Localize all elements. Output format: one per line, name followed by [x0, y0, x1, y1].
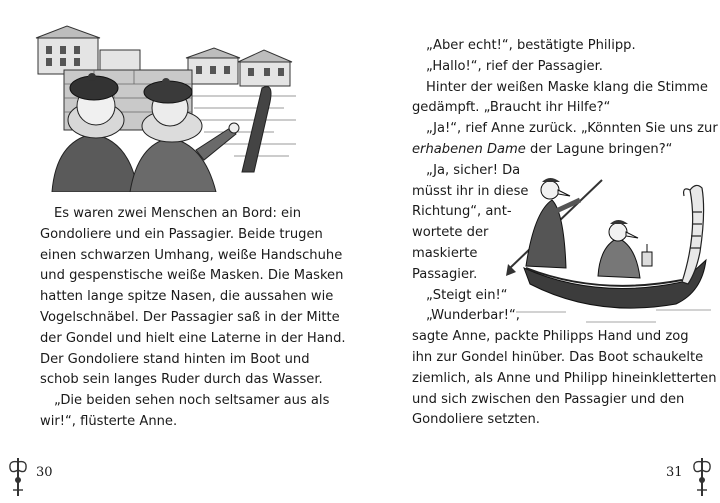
text-line: Vogelschnäbel. Der Passagier saß in der Mitte — [40, 309, 340, 325]
text-line: „Hallo!“, rief der Passagier. — [426, 58, 603, 74]
decorative-ornament-icon — [691, 454, 713, 498]
decorative-ornament-icon — [7, 454, 29, 498]
children-in-venice-illustration — [34, 22, 296, 192]
text-line: „Ja, sicher! Da — [426, 162, 521, 178]
text-line: Gondoliere und ein Passagier. Beide trugen — [40, 226, 323, 242]
text-line: „Die beiden sehen noch seltsamer aus als — [54, 393, 330, 409]
text-line: Gondoliere setzten. — [412, 412, 540, 428]
text-line: maskierte — [412, 245, 478, 261]
left-page-text — [40, 204, 346, 433]
text-line: ziemlich, als Anne und Philipp hineinkletterten — [412, 370, 717, 386]
text-line: der Gondel und hielt eine Laterne in der Hand. — [40, 330, 346, 346]
page-number: 31 — [666, 465, 683, 480]
text-line — [412, 140, 718, 161]
text-line: gedämpft. „Braucht ihr Hilfe?“ — [412, 100, 611, 116]
text-line: Richtung“, ant- — [412, 204, 512, 220]
text-line: schob sein langes Ruder durch das Wasser. — [40, 372, 323, 388]
text-line: Passagier. — [412, 266, 478, 282]
text-line: müsst ihr in diese — [412, 183, 529, 199]
text-line: einen schwarzen Umhang, weiße Handschuhe — [40, 247, 343, 263]
text-line: „Steigt ein!“ — [426, 287, 508, 303]
text-line: „Aber echt!“, bestätigte Philipp. — [426, 38, 636, 53]
text-line: „Ja!“, rief Anne zurück. „Könnten Sie uns zur — [426, 121, 718, 137]
text-line: sagte Anne, packte Philipps Hand und zog — [412, 329, 689, 345]
text-line: Der Gondoliere stand hinten im Boot und — [40, 351, 310, 367]
text-line: Hinter der weißen Maske klang die Stimme — [426, 79, 708, 95]
page-number: 30 — [36, 465, 53, 480]
text-line: ihn zur Gondel hinüber. Das Boot schaukelte — [412, 349, 704, 365]
emphasized-text: erhabenen Dame — [412, 141, 526, 157]
text-fragment: der Lagune bringen?“ — [530, 141, 673, 157]
text-line: wir!“, flüsterte Anne. — [40, 413, 178, 429]
gondola-illustration — [506, 172, 716, 332]
text-line: und gespenstische weiße Masken. Die Masken — [40, 268, 344, 284]
text-line: „Wunderbar!“, — [426, 308, 520, 324]
text-line: Es waren zwei Menschen an Bord: ein — [54, 206, 302, 221]
text-line: und sich zwischen den Passagier und den — [412, 391, 685, 407]
text-line: hatten lange spitze Nasen, die aussahen wie — [40, 289, 334, 305]
text-line: wortete der — [412, 225, 489, 241]
